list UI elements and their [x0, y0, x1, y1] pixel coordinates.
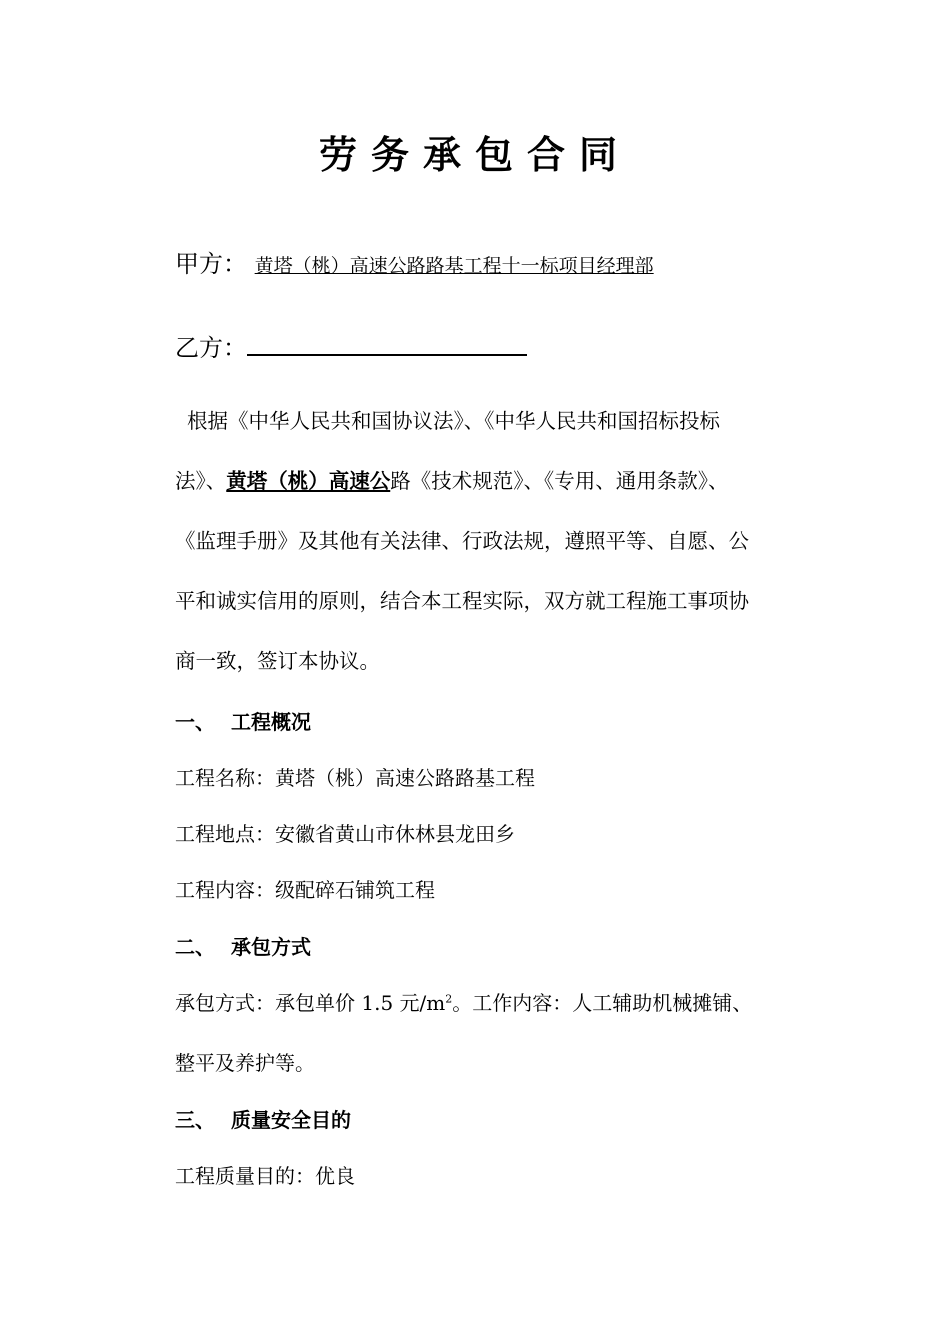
- party-b-label: 乙方：: [175, 334, 247, 362]
- contract-method-line: 承包方式：承包单价 1.5 元$/m^2$。工作内容：人工辅助机械摊铺、: [175, 991, 753, 1015]
- section-heading: [175, 1104, 351, 1133]
- section-number: 三、: [175, 1108, 215, 1132]
- section-heading: [175, 931, 311, 960]
- intro-line: 根据《中华人民共和国协议法》、《中华人民共和国招标投标: [187, 409, 720, 433]
- section-heading: [175, 706, 311, 735]
- section-title: 质量安全目的: [231, 1108, 351, 1132]
- project-name-emphasis: 黄塔（桃）高速公: [226, 469, 391, 493]
- section-number: 二、: [175, 935, 215, 959]
- section-title: 工程概况: [231, 710, 311, 734]
- contract-title: 劳务承包合同: [318, 132, 631, 177]
- quality-target-line: 工程质量目的：优良: [175, 1164, 355, 1188]
- party-a-value: 黄塔（桃）高速公路路基工程十一标项目经理部: [254, 255, 654, 277]
- unit-superscript: 2: [445, 992, 453, 1006]
- project-content-line: 工程内容：级配碎石铺筑工程: [175, 878, 435, 902]
- section-title: 承包方式: [231, 935, 311, 959]
- contract-method-line: 整平及养护等。: [175, 1051, 315, 1075]
- party-b: [175, 328, 527, 363]
- intro-line: 《监理手册》及其他有关法律、行政法规，遵照平等、自愿、公: [175, 529, 749, 553]
- intro-line: 商一致，签订本协议。: [175, 649, 380, 673]
- project-name-line: 工程名称：黄塔（桃）高速公路路基工程: [175, 766, 535, 790]
- intro-line: 平和诚实信用的原则，结合本工程实际，双方就工程施工事项协: [175, 589, 749, 613]
- intro-line: 法》、黄塔（桃）高速公路《技术规范》、《专用、通用条款》、: [175, 469, 729, 493]
- party-b-blank-line: [247, 332, 527, 356]
- party-a-label: 甲方：: [175, 250, 247, 278]
- section-number: 一、: [175, 710, 215, 734]
- project-location-line: 工程地点：安徽省黄山市休林县龙田乡: [175, 822, 515, 846]
- intro-paragraph: [175, 406, 815, 706]
- party-a: [175, 244, 654, 279]
